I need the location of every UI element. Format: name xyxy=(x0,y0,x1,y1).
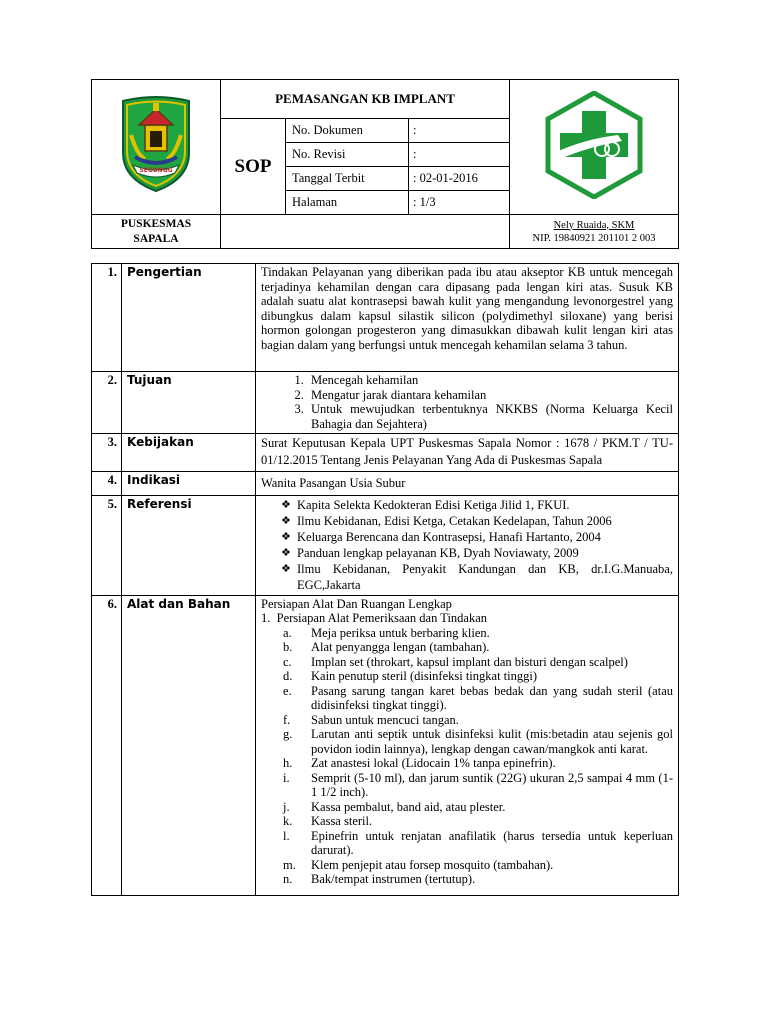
reference-item xyxy=(283,545,673,561)
section-number: 1. xyxy=(92,264,122,372)
blank-cell xyxy=(221,215,510,249)
section-list xyxy=(256,372,679,434)
document-info-table xyxy=(286,119,509,214)
section-text: Wanita Pasangan Usia Subur xyxy=(256,472,679,496)
diamond-bullet-icon: ❖ xyxy=(281,498,291,511)
item-text: Larutan anti septik untuk disinfeksi kulit (mis:betadin atau sejenis gol povidon iodin lainnya), lengkap dengan cawan/mangkok anti karat. xyxy=(311,727,673,756)
section-number: 5. xyxy=(92,495,122,595)
reference-item xyxy=(283,513,673,529)
item-text: Bak/tempat instrumen (tertutup). xyxy=(311,872,476,886)
list-item: 3. Untuk mewujudkan terbentuknya NKKBS (Norma Keluarga Kecil Bahagia dan Sejahtera) xyxy=(307,402,673,431)
list-item xyxy=(283,655,673,670)
item-text: Meja periksa untuk berbaring klien. xyxy=(311,625,490,640)
regency-logo-cell xyxy=(92,80,221,215)
regency-emblem-icon xyxy=(117,95,195,195)
item-letter: g. xyxy=(283,727,293,741)
reference-item xyxy=(283,497,673,513)
list-item xyxy=(283,640,673,655)
section-list xyxy=(256,495,679,595)
item-text: Kain penutup steril (disinfeksi tingkat tinggi) xyxy=(311,669,538,683)
list-item xyxy=(283,858,673,873)
list-item xyxy=(283,626,673,641)
section-number: 4. xyxy=(92,472,122,496)
diamond-bullet-icon: ❖ xyxy=(281,530,291,543)
org-line: PUSKESMAS xyxy=(120,217,192,230)
puskesmas-logo-cell xyxy=(510,80,679,215)
section-label: Kebijakan xyxy=(122,434,256,472)
list-item xyxy=(283,800,673,815)
organization-name xyxy=(92,215,221,249)
list-item xyxy=(283,872,673,887)
list-item xyxy=(283,727,673,756)
signer-nip: NIP. 19840921 201101 2 003 xyxy=(532,232,656,244)
signer-name: Nely Ruaida, SKM xyxy=(553,219,635,231)
item-letter: e. xyxy=(283,683,292,698)
reference-text: Ilmu Kebidanan, Penyakit Kandungan dan KB, dr.I.G.Manuaba, EGC,Jakarta xyxy=(297,561,673,592)
info-value: : xyxy=(409,119,510,143)
item-text: Sabun untuk mencuci tangan. xyxy=(311,712,459,727)
section-row xyxy=(92,372,679,434)
section-row xyxy=(92,472,679,496)
section-list xyxy=(256,595,679,895)
section-label: Tujuan xyxy=(122,372,256,434)
document-header xyxy=(91,79,679,249)
item-letter: m. xyxy=(283,857,296,872)
item-letter: l. xyxy=(283,828,290,843)
diamond-bullet-icon: ❖ xyxy=(281,562,291,575)
reference-text: Panduan lengkap pelayanan KB, Dyah Noviawaty, 2009 xyxy=(297,545,579,560)
list-item: 1. Mencegah kehamilan xyxy=(307,373,673,388)
item-letter: i. xyxy=(283,770,290,785)
item-letter: d. xyxy=(283,669,293,683)
document-title: PEMASANGAN KB IMPLANT xyxy=(221,80,510,119)
section-label: Indikasi xyxy=(122,472,256,496)
item-letter: c. xyxy=(283,654,292,669)
list-item xyxy=(283,771,673,800)
info-row xyxy=(286,119,509,143)
info-value: : xyxy=(409,143,510,167)
item-text: Alat penyangga lengan (tambahan). xyxy=(311,640,490,654)
reference-item xyxy=(283,529,673,545)
item-letter: b. xyxy=(283,640,293,654)
diamond-bullet-icon: ❖ xyxy=(281,514,291,527)
item-text: Klem penjepit atau forsep mosquito (tambahan). xyxy=(311,857,554,872)
item-letter: f. xyxy=(283,712,291,727)
diamond-bullet-icon: ❖ xyxy=(281,546,291,559)
reference-item xyxy=(283,561,673,593)
list-item: 2. Mengatur jarak diantara kehamilan xyxy=(307,388,673,403)
emblem-banner-text: SEGUNGG xyxy=(139,166,173,174)
info-label: Halaman xyxy=(286,191,409,215)
item-text: Kassa pembalut, band aid, atau plester. xyxy=(311,799,506,814)
section-text: Tindakan Pelayanan yang diberikan pada ibu atau akseptor KB untuk mencegah terjadinya kehamilan dengan cara dipasang pada lengan kiri atas. Susuk KB adalah suatu alat kontrasepsi bawah kulit yang mengandung levonorgestrel yang dibungkus dalam kapsul silastik silicon (polydimethyl siloxane) yang berisi hormon golongan progesteron yang dimasukkan dibawah kulit lengan kiri atas bagian dalam yang berfungsi untuk mencegah kehamilan selama 3 tahun. xyxy=(256,264,679,372)
list-item xyxy=(283,814,673,829)
info-label: No. Revisi xyxy=(286,143,409,167)
puskesmas-cross-icon xyxy=(544,91,644,199)
item-text: Kassa steril. xyxy=(311,814,373,828)
info-row xyxy=(286,167,509,191)
item-letter: n. xyxy=(283,872,293,886)
sub-heading: 1. Persiapan Alat Pemeriksaan dan Tindakan xyxy=(261,611,488,625)
sop-label: SOP xyxy=(221,119,286,215)
section-number: 2. xyxy=(92,372,122,434)
item-letter: k. xyxy=(283,814,293,828)
list-item xyxy=(283,829,673,858)
reference-text: Keluarga Berencana dan Kontrasepsi, Hanafi Hartanto, 2004 xyxy=(297,529,601,544)
item-text: Semprit (5-10 ml), dan jarum suntik (22G) ukuran 2,5 sampai 4 mm (1-1 1/2 inch). xyxy=(311,770,673,799)
item-text: Epinefrin untuk renjatan anafilatik (harus tersedia untuk keperluan darurat). xyxy=(311,828,673,857)
section-text: Surat Keputusan Kepala UPT Puskesmas Sapala Nomor : 1678 / PKM.T / TU-01/12.2015 Tentang Jenis Pelayanan Yang Ada di Puskesmas Sapala xyxy=(256,434,679,472)
section-intro: Persiapan Alat Dan Ruangan Lengkap xyxy=(261,596,452,611)
list-item xyxy=(283,713,673,728)
section-row xyxy=(92,595,679,895)
item-text: Implan set (throkart, kapsul implant dan bisturi dengan scalpel) xyxy=(311,654,628,669)
item-letter: a. xyxy=(283,625,292,640)
section-number: 3. xyxy=(92,434,122,472)
item-text: Pasang sarung tangan karet bebas bedak dan yang sudah steril (atau didisinfeksi tingkat tinggi). xyxy=(311,683,673,712)
info-label: No. Dokumen xyxy=(286,119,409,143)
item-letter: h. xyxy=(283,756,293,770)
section-label: Pengertian xyxy=(122,264,256,372)
signature-block xyxy=(510,215,679,249)
list-item xyxy=(283,684,673,713)
item-text: Zat anastesi lokal (Lidocain 1% tanpa epinefrin). xyxy=(311,756,556,770)
section-label: Alat dan Bahan xyxy=(122,595,256,895)
item-letter: j. xyxy=(283,799,290,814)
section-row xyxy=(92,434,679,472)
info-label: Tanggal Terbit xyxy=(286,167,409,191)
document-info xyxy=(286,119,510,215)
info-value: : 1/3 xyxy=(413,195,436,209)
org-line: SAPALA xyxy=(133,232,179,245)
list-item xyxy=(283,669,673,684)
reference-text: Kapita Selekta Kedokteran Edisi Ketiga Jilid 1, FKUI. xyxy=(297,497,570,512)
sop-content-table xyxy=(91,263,679,896)
info-value: : 02-01-2016 xyxy=(409,167,510,191)
section-number: 6. xyxy=(92,595,122,895)
list-item xyxy=(283,756,673,771)
info-row xyxy=(286,191,509,215)
section-label: Referensi xyxy=(122,495,256,595)
section-row xyxy=(92,495,679,595)
section-row xyxy=(92,264,679,372)
info-row xyxy=(286,143,509,167)
reference-text: Ilmu Kebidanan, Edisi Ketga, Cetakan Kedelapan, Tahun 2006 xyxy=(297,513,612,528)
